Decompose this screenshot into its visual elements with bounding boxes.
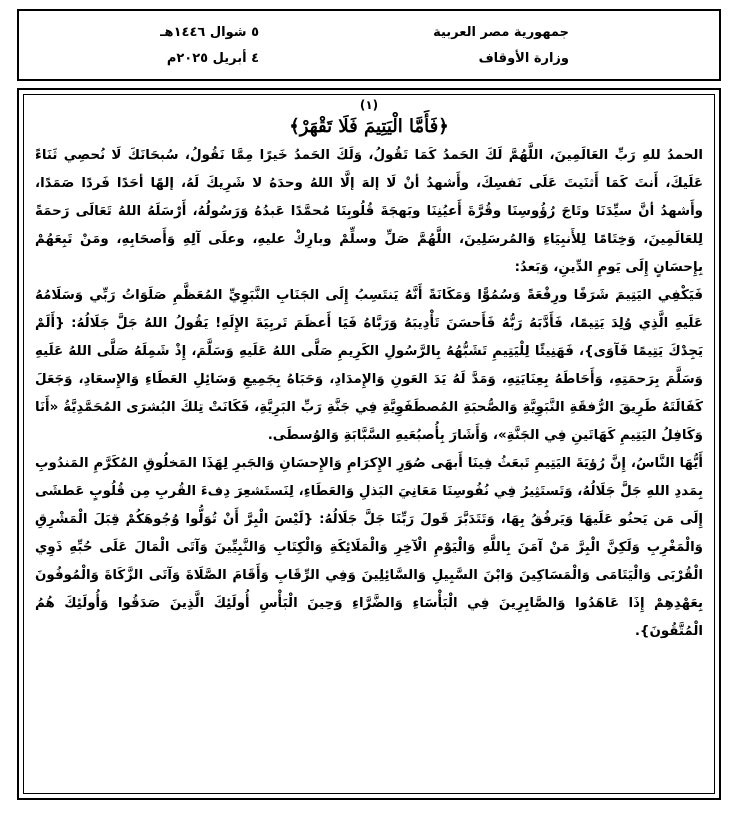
sermon-body <box>35 142 703 646</box>
paragraph-orphan-honor: فَيَكْفِي اليَتِيمَ شَرَفًا ورِفْعَةً وَسُمُوًّا وَمَكَانَةً أَنَّهُ يَنتَسِبُ إِلَى الجَنَابِ النَّبَوِيِّ المُعَظَّمِ صَلَوَاتُ رَبِّي وَسَلَامُهُ عَلَيهِ الَّذِي وُلِدَ يَتِيمًا، فَأَدَّبَهُ رَبُّهُ فَأَحسَنَ تَأْدِيبَهُ وَرَبَّاهُ فَيَا أَعظَمَ تَربِيَةَ الإِلَهِ! يَقُولُ اللهُ جَلَّ جَلَالُهُ: {أَلَمْ يَجِدْكَ يَتِيمًا فَآوَى}، فَهَنِيئًا لِلْيَتِيمِ تَشَبُّهُهُ بِالرَّسُولِ الكَرِيمِ صَلَّى اللهُ عَلَيهِ وَسَلَّمَ، إِذْ شَمِلَهُ صَلَّى اللهُ عَلَيهِ وَسَلَّمَ بِرَحمَتِهِ، وَأَحَاطَهُ بِعِنَايَتِهِ، وَمَدَّ لَهُ يَدَ العَونِ وَالإِمدَادِ، وَحَبَاهُ بِجَمِيعِ وَسَائِلِ العَطَاءِ وَالإِسعَادِ، وَجَعَلَ كَفَالَتَهُ طَرِيقَ الرُّفقَةِ النَّبَوِيَّةِ وَالصُّحبَةِ المُصطَفَوِيَّةِ فِي جَنَّةِ رَبِّ البَرِيَّةِ، فَكَانَتْ تِلكَ البُشرَى المُحَمَّدِيَّةُ «أَنَا وَكَافِلُ اليَتِيمِ كَهَاتَينِ فِي الجَنَّةِ»، وَأَشَارَ بِأُصبُعَيهِ السَّبَّابَةِ وَالوُسطَى. <box>35 288 703 443</box>
paragraph-righteousness: أَيُّهَا النَّاسُ، إِنَّ رُؤيَةَ اليَتِيمِ تَبعَثُ فِينَا أَبهَى صُوَرِ الإِكرَامِ وَالإِحسَانِ وَالجَبرِ لِهَذَا المَخلُوقِ المُكَرَّمِ المَندُوبِ بِمَددِ اللهِ جَلَّ جَلَالُهُ، وَتَستَثِيرُ فِي نُفُوسِنَا مَعَانِيَ البَذلِ وَالعَطَاءِ، لِنَستَشعِرَ دِفءَ القُربِ مِن قُلُوبٍ عَطشَى إِلَى مَن يَحنُو عَلَيهَا وَيَرفُقُ بِهَا، وَتَتَدَبَّرَ قَولَ رَبِّنَا جَلَّ جَلَالُهُ: {لَيْسَ الْبِرَّ أَنْ تُوَلُّوا وُجُوهَكُمْ قِبَلَ الْمَشْرِقِ وَالْمَغْرِبِ وَلَكِنَّ الْبِرَّ مَنْ آمَنَ بِاللَّهِ وَالْيَوْمِ الْآخِرِ وَالْمَلَائِكَةِ وَالْكِتَابِ وَالنَّبِيِّينَ وَآتَى الْمَالَ عَلَى حُبِّهِ ذَوِي الْقُرْبَى وَالْيَتَامَى وَالْمَسَاكِينَ وَابْنَ السَّبِيلِ وَالسَّائِلِينَ وَفِي الرِّقَابِ وَأَقَامَ الصَّلَاةَ وَآتَى الزَّكَاةَ وَالْمُوفُونَ بِعَهْدِهِمْ إِذَا عَاهَدُوا وَالصَّابِرِينَ فِي الْبَأْسَاءِ وَالضَّرَّاءِ وَحِينَ الْبَأْسِ أُولَئِكَ الَّذِينَ صَدَقُوا وَأُولَئِكَ هُمُ الْمُتَّقُونَ}. <box>35 456 703 639</box>
sermon-frame <box>17 88 721 800</box>
paragraph-opening: الحمدُ للهِ رَبِّ العَالَمِينَ، اللَّهُمَّ لَكَ الحَمدُ كَمَا تَقُولُ، وَلَكَ الحَمدُ خَيرًا مِمَّا نَقُولُ، سُبحَانَكَ لَا نُحصِي ثَنَاءً عَلَيكَ، أَنتَ كَمَا أَثنَيتَ عَلَى نَفسِكَ، وأَشهدُ أنْ لَا إلهَ إلَّا اللهُ وحدَهُ لا شَرِيكَ لَهُ، إلهًا أحَدًا فَردًا صَمَدًا، وأَشهدُ أنَّ سيِّدَنَا وتَاجَ رُؤُوسِنَا وقُرَّةَ أَعيُنِنَا وبَهجَةَ قُلُوبِنَا مُحمَّدًا عَبدُهُ وَرَسُولُهُ، أَرْسَلَهُ اللهُ تَعَالَى رَحمَةً لِلعَالَمِينَ، وَخِتَامًا لِلأَنبِيَاءِ وَالمُرسَلِينَ، اللَّهُمَّ صَلِّ وسلِّمْ وبارِكْ عليهِ، وعلَى آلِهِ وَأَصحَابِهِ، ومَنْ تَبِعَهُمْ بِإِحسَانٍ إِلَى يَومِ الدِّينِ، وَبَعدُ: <box>35 148 703 275</box>
hijri-date: ٥ شوال ١٤٤٦هـ <box>160 25 259 40</box>
document-header <box>17 9 721 81</box>
page-number: (١) <box>359 98 379 112</box>
ministry-name: وزارة الأوقاف <box>478 51 569 66</box>
sermon-title: ﴿فَأَمَّا الْيَتِيمَ فَلَا تَقْهَرْ﴾ <box>289 116 449 137</box>
country-name: جمهورية مصر العربية <box>433 25 569 40</box>
gregorian-date: ٤ أبريل ٢٠٢٥م <box>166 51 259 66</box>
